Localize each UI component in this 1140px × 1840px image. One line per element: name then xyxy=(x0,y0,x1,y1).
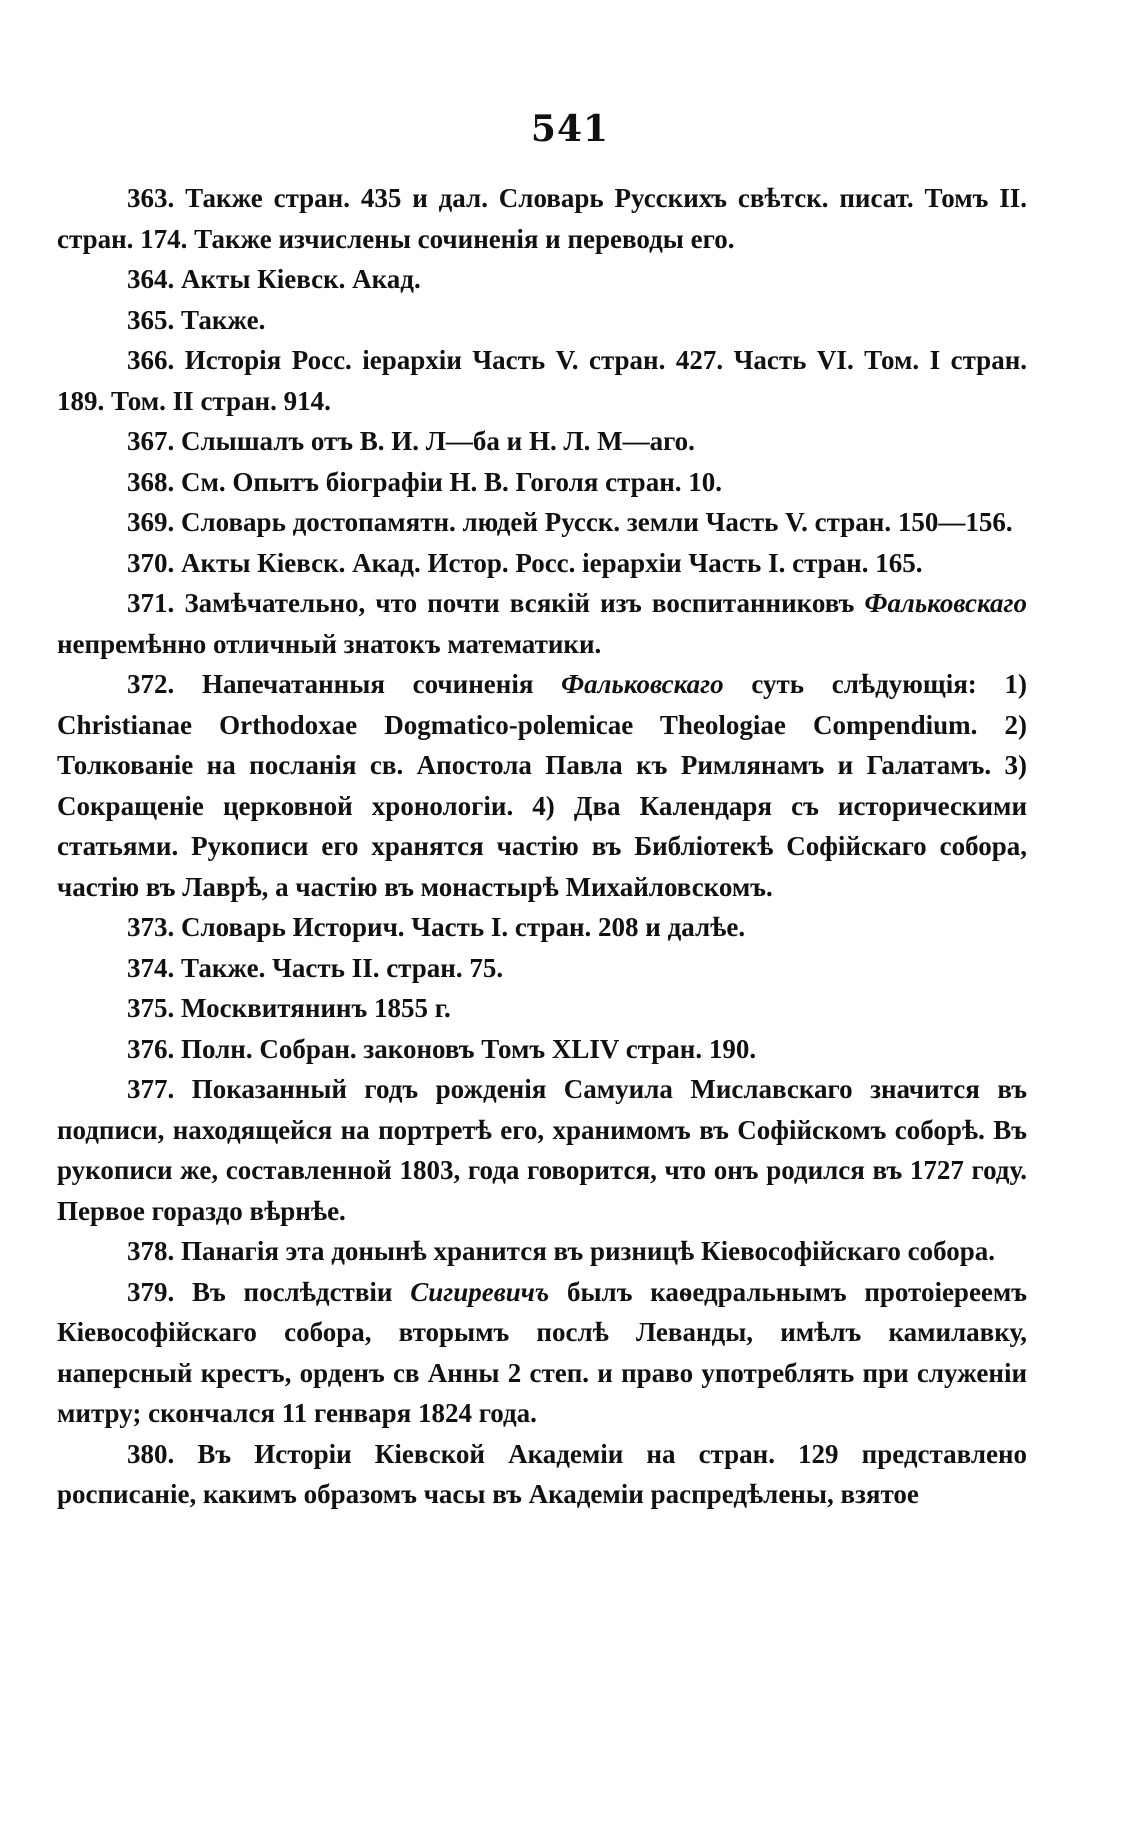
note-376 xyxy=(57,1029,1027,1070)
note-text: Москвитянинъ 1855 г. xyxy=(181,993,451,1023)
note-378 xyxy=(57,1231,1027,1272)
note-373 xyxy=(57,907,1027,948)
note-367 xyxy=(57,421,1027,462)
note-number: 372. xyxy=(127,669,175,699)
note-text: Полн. Собран. законовъ Томъ XLIV стран. 190. xyxy=(181,1033,757,1064)
note-number: 379. xyxy=(127,1276,175,1307)
note-number: 376. xyxy=(127,1033,175,1064)
note-italic-name: Сигиревичъ xyxy=(410,1276,550,1307)
note-375 xyxy=(57,988,1027,1029)
note-text: былъ каѳедральнымъ протоіереемъ Кіевософійскаго собора, вторымъ послѣ Леванды, имѣлъ камилавку, наперсный крестъ, орденъ св Анны 2 степ. и право употреблять при служеніи митру; скончался 11 генваря 1824 года. xyxy=(57,1276,1028,1428)
note-372 xyxy=(57,664,1027,907)
note-365 xyxy=(57,300,1027,341)
note-text: Также. xyxy=(181,304,266,335)
note-text: Панагія эта донынѣ хранится въ ризницѣ Кіевософійскаго собора. xyxy=(181,1236,996,1266)
note-number: 363. xyxy=(127,183,175,213)
note-number: 366. xyxy=(127,345,175,375)
note-number: 374. xyxy=(127,952,175,983)
note-italic-name: Фальковскаго xyxy=(561,669,724,699)
note-364 xyxy=(57,259,1027,300)
note-text: Напечатанныя сочиненія xyxy=(201,669,534,699)
note-text: суть слѣдующія: 1) Christianae Orthodoxae Dogmatico-polemicae Theologiae Compendium. 2) Толкованіе на посланія св. Апостола Павла къ Римлянамъ и Галатамъ. 3) Сокращеніе церковной хронологіи. 4) Два Календаря съ историческими статьями. Рукописи его хранятся частію въ Библіотекѣ Софійскаго собора, частію въ Лаврѣ, а частію въ монастырѣ Михайловскомъ. xyxy=(57,669,1028,902)
note-number: 370. xyxy=(127,547,175,578)
note-number: 369. xyxy=(127,507,175,537)
note-text: непремѣнно отличный знатокъ математики. xyxy=(57,628,602,659)
note-377 xyxy=(57,1069,1027,1231)
note-number: 377. xyxy=(127,1074,175,1104)
note-text: Замѣчательно, что почти всякій изъ воспитанниковъ xyxy=(184,588,855,618)
note-text: Также. Часть II. стран. 75. xyxy=(181,952,504,983)
note-number: 371. xyxy=(127,588,175,618)
note-number: 380. xyxy=(127,1438,175,1469)
note-379 xyxy=(57,1272,1027,1434)
note-368 xyxy=(57,462,1027,503)
notes-text xyxy=(57,178,1027,1515)
note-italic-name: Фальковскаго xyxy=(864,588,1028,618)
note-number: 365. xyxy=(127,304,175,335)
note-number: 375. xyxy=(127,993,175,1023)
note-text: Словарь Историч. Часть I. стран. 208 и далѣе. xyxy=(181,912,746,942)
note-371 xyxy=(57,583,1027,664)
note-number: 373. xyxy=(127,912,175,942)
note-number: 368. xyxy=(127,466,175,497)
note-text: Въ послѣдствіи xyxy=(192,1276,393,1307)
note-366 xyxy=(57,340,1027,421)
note-text: Слышалъ отъ В. И. Л—ба и Н. Л. М—аго. xyxy=(181,426,695,456)
note-380 xyxy=(57,1434,1027,1515)
note-370 xyxy=(57,543,1027,584)
note-369 xyxy=(57,502,1027,543)
note-number: 364. xyxy=(127,264,175,294)
note-number: 367. xyxy=(127,426,175,456)
note-text: Словарь достопамятн. людей Русск. земли Часть V. стран. 150—156. xyxy=(181,507,1013,537)
page-number: 541 xyxy=(530,108,610,150)
note-text: См. Опытъ біографіи Н. В. Гоголя стран. 10. xyxy=(181,466,723,497)
note-374 xyxy=(57,948,1027,989)
note-text: Исторія Росс. іерархіи Часть V. стран. 427. Часть VI. Том. I стран. 189. Том. II стран. 914. xyxy=(57,345,1028,416)
note-text: Акты Кіевск. Акад. Истор. Росс. іерархіи Часть I. стран. 165. xyxy=(181,547,923,578)
note-text: Также стран. 435 и дал. Словарь Русскихъ свѣтск. писат. Томъ II. стран. 174. Также изчислены сочиненія и переводы его. xyxy=(57,183,1027,254)
note-text: Акты Кіевск. Акад. xyxy=(181,264,421,294)
note-text: Въ Исторіи Кіевской Академіи на стран. 129 представлено росписаніе, какимъ образомъ часы въ Академіи распредѣлены, взятое xyxy=(57,1438,1028,1509)
note-number: 378. xyxy=(127,1236,175,1266)
note-text: Показанный годъ рожденія Самуила Миславскаго значится въ подписи, находящейся на портретѣ его, хранимомъ въ Софійскомъ соборѣ. Въ рукописи же, составленной 1803, года говорится, что онъ родился въ 1727 году. Первое гораздо вѣрнѣе. xyxy=(57,1074,1028,1226)
note-363 xyxy=(57,178,1027,259)
